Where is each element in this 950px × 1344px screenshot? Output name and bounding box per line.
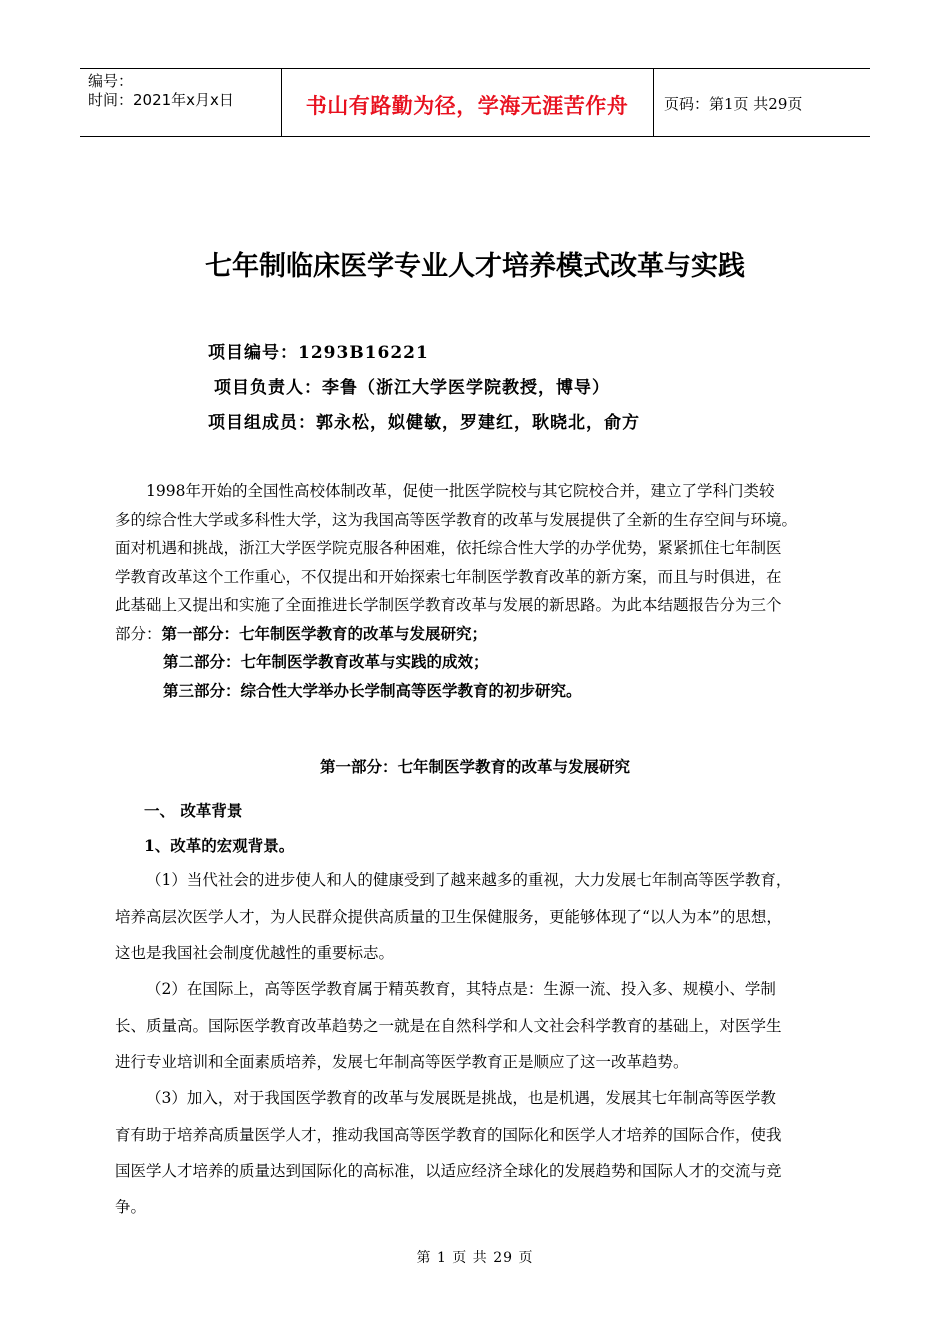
intro-line: 学教育改革这个工作重心，不仅提出和开始探索七年制医学教育改革的新方案，而且与时俱进，在 (115, 568, 782, 586)
body-line: 争。 (115, 1198, 147, 1216)
body-line: 这也是我国社会制度优越性的重要标志。 (115, 944, 395, 962)
body-line: 长、质量高。国际医学教育改革趋势之一就是在自然科学和人文社会科学教育的基础上，对医学生 (115, 1017, 782, 1035)
intro-part-3: 第三部分：综合性大学举办长学制高等医学教育的初步研究。 (163, 681, 582, 700)
body-line: （1）当代社会的进步使人和人的健康受到了越来越多的重视，大力发展七年制高等医学教育， (146, 871, 792, 889)
header-motto: 书山有路勤为径，学海无涯苦作舟 (305, 94, 629, 118)
project-number: 项目编号：1293B16221 (208, 343, 429, 363)
intro-part-2: 第二部分：七年制医学教育改革与实践的成效； (163, 652, 489, 671)
intro-line: 1998年开始的全国性高校体制改革，促使一批医学院校与其它院校合并，建立了学科门类较 (146, 482, 775, 500)
body-line: 培养高层次医学人才，为人民群众提供高质量的卫生保健服务，更能够体现了“以人为本”的思想， (115, 908, 782, 926)
header-divider (653, 69, 654, 136)
intro-line: 此基础上又提出和实施了全面推进长学制医学教育改革与发展的新思路。为此本结题报告分为三个 (115, 596, 782, 614)
header-bottom-rule (80, 136, 870, 137)
heading-level-2: 1、改革的宏观背景。 (144, 836, 295, 855)
project-members: 项目组成员：郭永松，姒健敏，罗建红，耿晓北，俞方 (208, 413, 640, 433)
body-line: 国医学人才培养的质量达到国际化的高标准，以适应经济全球化的发展趋势和国际人才的交流与竞 (115, 1162, 782, 1180)
header-number-label: 编号： (88, 72, 134, 90)
header-page-code: 页码：第1页 共29页 (664, 95, 803, 113)
intro-line: 多的综合性大学或多科性大学，这为我国高等医学教育的改革与发展提供了全新的生存空间与环境。 (115, 511, 798, 529)
document-title: 七年制临床医学专业人才培养模式改革与实践 (205, 251, 745, 282)
body-line: 育有助于培养高质量医学人才，推动我国高等医学教育的国际化和医学人才培养的国际合作，使我 (115, 1126, 782, 1144)
body-line: （3）加入，对于我国医学教育的改革与发展既是挑战，也是机遇，发展其七年制高等医学教 (146, 1089, 776, 1107)
intro-line-last (115, 622, 835, 644)
body-line: （2）在国际上，高等医学教育属于精英教育，其特点是：生源一流、投入多、规模小、学制 (146, 980, 776, 998)
page-footer: 第 1 页 共 29 页 (416, 1250, 534, 1266)
project-leader: 项目负责人：李鲁（浙江大学医学院教授，博导） (214, 378, 610, 398)
heading-level-1: 一、 改革背景 (144, 801, 243, 820)
body-line: 进行专业培训和全面素质培养，发展七年制高等医学教育正是顺应了这一改革趋势。 (115, 1053, 689, 1071)
intro-prefix: 部分： (115, 625, 162, 643)
header-time-label: 时间：2021年x月x日 (88, 91, 234, 109)
intro-line: 面对机遇和挑战，浙江大学医学院克服各种困难，依托综合性大学的办学优势，紧紧抓住七年制医 (115, 539, 782, 557)
section-title: 第一部分：七年制医学教育的改革与发展研究 (319, 757, 630, 776)
header-top-rule (80, 68, 870, 69)
intro-part-1: 第一部分：七年制医学教育的改革与发展研究； (161, 624, 488, 643)
